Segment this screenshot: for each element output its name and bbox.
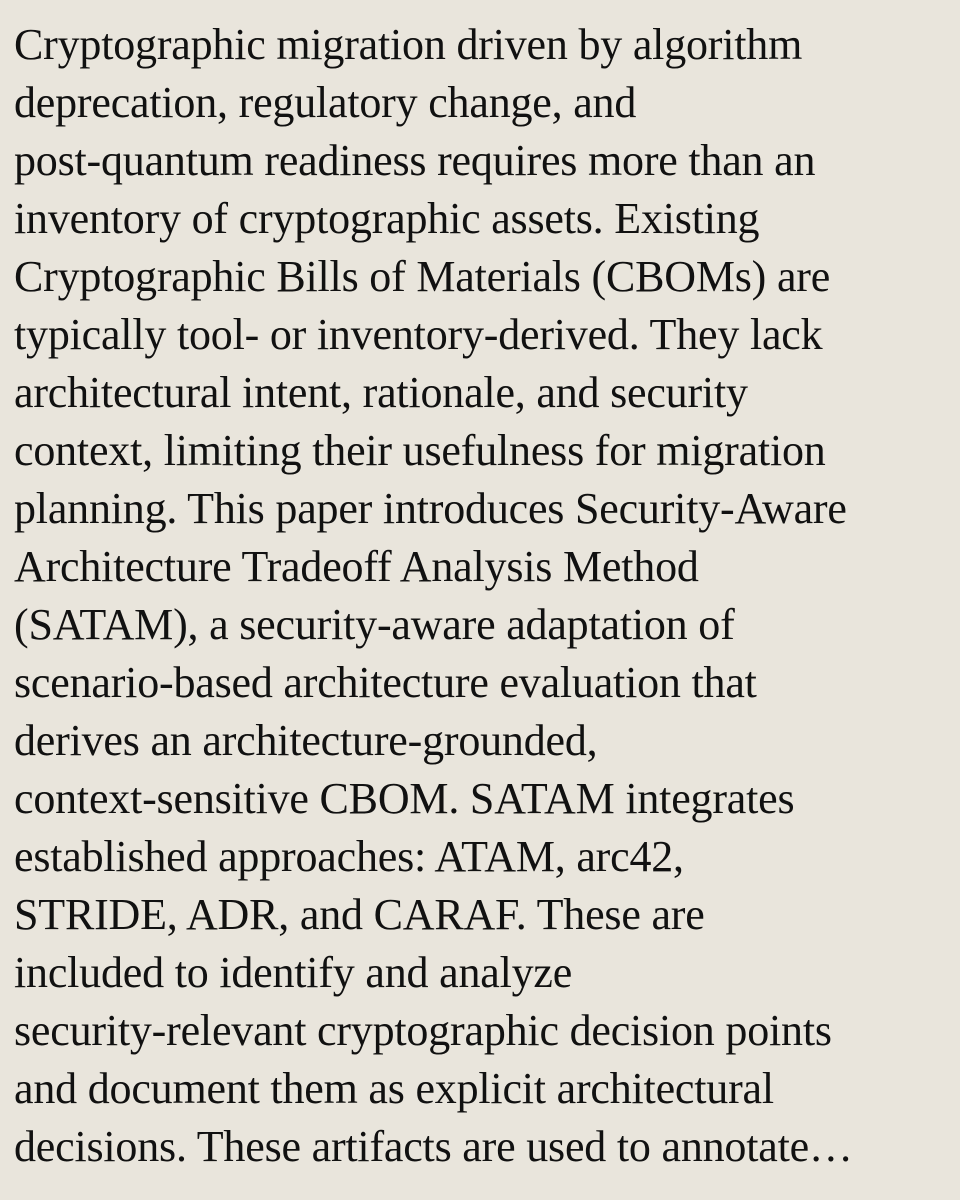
abstract-line: established approaches: ATAM, arc42,: [14, 832, 684, 881]
abstract-line: scenario-based architecture evaluation that: [14, 658, 757, 707]
abstract-line: typically tool- or inventory-derived. They lack: [14, 310, 823, 359]
abstract-line: (SATAM), a security-aware adaptation of: [14, 600, 735, 649]
abstract-line: context-sensitive CBOM. SATAM integrates: [14, 774, 795, 823]
abstract-line: and document them as explicit architectural: [14, 1064, 774, 1113]
abstract-line: included to identify and analyze: [14, 948, 573, 997]
abstract-line: context, limiting their usefulness for migration: [14, 426, 826, 475]
abstract-line: deprecation, regulatory change, and: [14, 78, 637, 127]
abstract-line: planning. This paper introduces Security-Aware: [14, 484, 847, 533]
abstract-line: decisions. These artifacts are used to annotate…: [14, 1122, 853, 1171]
abstract-line: inventory of cryptographic assets. Existing: [14, 194, 760, 243]
abstract-line: Cryptographic migration driven by algorithm: [14, 20, 803, 69]
abstract-line: post-quantum readiness requires more than an: [14, 136, 816, 185]
abstract-line: Architecture Tradeoff Analysis Method: [14, 542, 699, 591]
abstract-line: Cryptographic Bills of Materials (CBOMs) are: [14, 252, 831, 301]
abstract-line: STRIDE, ADR, and CARAF. These are: [14, 890, 705, 939]
abstract-line: derives an architecture-grounded,: [14, 716, 598, 765]
abstract-line: architectural intent, rationale, and security: [14, 368, 748, 417]
abstract-text: [14, 16, 946, 1176]
abstract-line: security-relevant cryptographic decision points: [14, 1006, 832, 1055]
